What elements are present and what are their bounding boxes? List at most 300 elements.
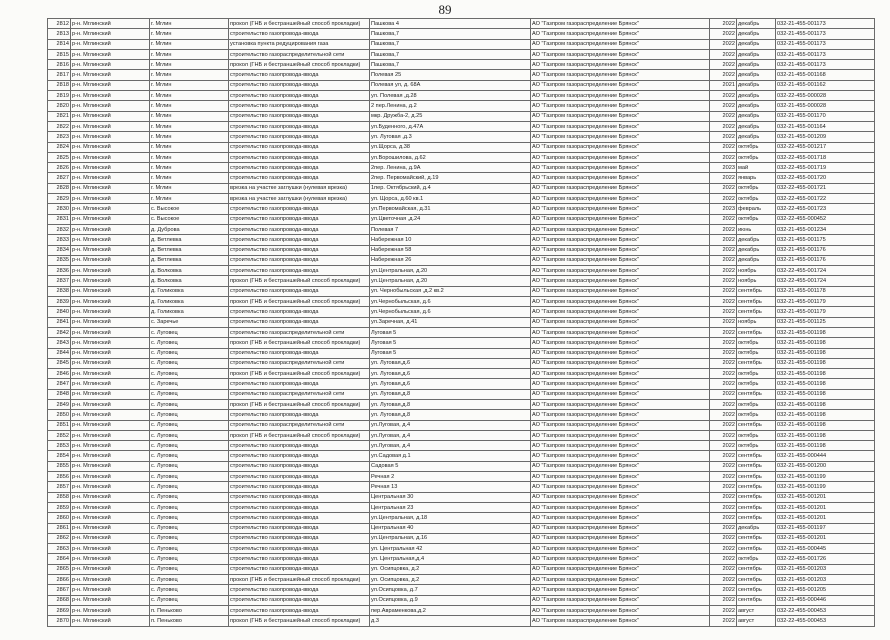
address-cell: Пашкова,7 <box>370 29 531 39</box>
district-cell: р-н. Мглинский <box>71 245 150 255</box>
address-cell: ул.Осипцовка, д.7 <box>370 585 531 595</box>
application-code-cell: 032-21-455-001179 <box>776 297 875 307</box>
row-number-cell: 2851 <box>48 420 71 430</box>
address-cell: Набережная 26 <box>370 255 531 265</box>
month-cell: декабрь <box>737 80 776 90</box>
locality-cell: г. Мглин <box>150 163 229 173</box>
month-cell: декабрь <box>737 245 776 255</box>
district-cell: р-н. Мглинский <box>71 564 150 574</box>
address-cell: Пашкова,7 <box>370 60 531 70</box>
application-code-cell: 032-21-455-001203 <box>776 575 875 585</box>
district-cell: р-н. Мглинский <box>71 410 150 420</box>
year-cell: 2022 <box>710 266 737 276</box>
year-cell: 2022 <box>710 492 737 502</box>
organization-cell: АО "Газпром газораспределение Брянск" <box>531 142 710 152</box>
application-code-cell: 032-22-455-001726 <box>776 554 875 564</box>
year-cell: 2022 <box>710 575 737 585</box>
address-cell: ул.Первомайская, д.31 <box>370 204 531 214</box>
year-cell: 2022 <box>710 70 737 80</box>
address-cell: ул.Центральная, д.20 <box>370 266 531 276</box>
work-type-cell: строительство газопровода-ввода <box>229 533 370 543</box>
table-row <box>48 297 875 307</box>
row-number-cell: 2829 <box>48 194 71 204</box>
address-cell: 1пер. Октябрьский, д.4 <box>370 183 531 193</box>
month-cell: октябрь <box>737 183 776 193</box>
month-cell: декабрь <box>737 255 776 265</box>
row-number-cell: 2825 <box>48 152 71 162</box>
district-cell: р-н. Мглинский <box>71 544 150 554</box>
month-cell: сентябрь <box>737 482 776 492</box>
year-cell: 2022 <box>710 245 737 255</box>
locality-cell: г. Мглин <box>150 91 229 101</box>
locality-cell: г. Мглин <box>150 29 229 39</box>
year-cell: 2022 <box>710 389 737 399</box>
row-number-cell: 2842 <box>48 327 71 337</box>
month-cell: ноябрь <box>737 266 776 276</box>
address-cell: ул. Луговая ,д.3 <box>370 132 531 142</box>
address-cell: ул.Цветочная ,д.24 <box>370 214 531 224</box>
application-code-cell: 032-21-455-001198 <box>776 389 875 399</box>
work-type-cell: строительство газораспределительной сети <box>229 389 370 399</box>
month-cell: декабрь <box>737 132 776 142</box>
organization-cell: АО "Газпром газораспределение Брянск" <box>531 276 710 286</box>
locality-cell: г. Мглин <box>150 142 229 152</box>
year-cell: 2022 <box>710 307 737 317</box>
organization-cell: АО "Газпром газораспределение Брянск" <box>531 245 710 255</box>
work-type-cell: строительство газопровода-ввода <box>229 91 370 101</box>
locality-cell: д. Голиковка <box>150 307 229 317</box>
application-code-cell: 032-22-455-001217 <box>776 142 875 152</box>
organization-cell: АО "Газпром газораспределение Брянск" <box>531 502 710 512</box>
work-type-cell: строительство газопровода-ввода <box>229 29 370 39</box>
application-code-cell: 032-22-455-000453 <box>776 616 875 627</box>
page-number: 89 <box>438 2 452 17</box>
row-number-cell: 2853 <box>48 441 71 451</box>
month-cell: сентябрь <box>737 533 776 543</box>
row-number-cell: 2849 <box>48 399 71 409</box>
row-number-cell: 2821 <box>48 111 71 121</box>
month-cell: октябрь <box>737 379 776 389</box>
work-type-cell: строительство газопровода-ввода <box>229 214 370 224</box>
locality-cell: с. Луговец <box>150 533 229 543</box>
year-cell: 2022 <box>710 29 737 39</box>
organization-cell: АО "Газпром газораспределение Брянск" <box>531 379 710 389</box>
locality-cell: д. Волковка <box>150 276 229 286</box>
organization-cell: АО "Газпром газораспределение Брянск" <box>531 297 710 307</box>
work-type-cell: строительство газопровода-ввода <box>229 163 370 173</box>
year-cell: 2022 <box>710 420 737 430</box>
month-cell: декабрь <box>737 523 776 533</box>
month-cell: октябрь <box>737 554 776 564</box>
month-cell: август <box>737 605 776 615</box>
organization-cell: АО "Газпром газораспределение Брянск" <box>531 472 710 482</box>
table-row <box>48 399 875 409</box>
application-code-cell: 032-21-455-001173 <box>776 39 875 49</box>
district-cell: р-н. Мглинский <box>71 39 150 49</box>
work-type-cell: прокол (ГНБ и бестраншейный способ прокладки) <box>229 19 370 29</box>
table-row <box>48 451 875 461</box>
locality-cell: г. Мглин <box>150 70 229 80</box>
organization-cell: АО "Газпром газораспределение Брянск" <box>531 420 710 430</box>
application-code-cell: 032-22-455-001720 <box>776 173 875 183</box>
table-row <box>48 183 875 193</box>
organization-cell: АО "Газпром газораспределение Брянск" <box>531 399 710 409</box>
organization-cell: АО "Газпром газораспределение Брянск" <box>531 235 710 245</box>
address-cell: Пашкова 4 <box>370 19 531 29</box>
organization-cell: АО "Газпром газораспределение Брянск" <box>531 461 710 471</box>
application-code-cell: 032-21-455-001176 <box>776 255 875 265</box>
application-code-cell: 032-21-455-001173 <box>776 49 875 59</box>
row-number-cell: 2846 <box>48 369 71 379</box>
year-cell: 2022 <box>710 183 737 193</box>
row-number-cell: 2823 <box>48 132 71 142</box>
application-code-cell: 032-21-455-001179 <box>776 307 875 317</box>
table-row <box>48 142 875 152</box>
table-row <box>48 132 875 142</box>
month-cell: ноябрь <box>737 317 776 327</box>
work-type-cell: строительство газопровода-ввода <box>229 132 370 142</box>
year-cell: 2022 <box>710 533 737 543</box>
year-cell: 2022 <box>710 595 737 605</box>
locality-cell: г. Мглин <box>150 39 229 49</box>
year-cell: 2022 <box>710 286 737 296</box>
table-row <box>48 338 875 348</box>
month-cell: декабрь <box>737 91 776 101</box>
organization-cell: АО "Газпром газораспределение Брянск" <box>531 173 710 183</box>
month-cell: ноябрь <box>737 276 776 286</box>
month-cell: декабрь <box>737 19 776 29</box>
organization-cell: АО "Газпром газораспределение Брянск" <box>531 595 710 605</box>
work-type-cell: строительство газопровода-ввода <box>229 111 370 121</box>
year-cell: 2022 <box>710 564 737 574</box>
locality-cell: г. Мглин <box>150 173 229 183</box>
year-cell: 2022 <box>710 348 737 358</box>
row-number-cell: 2843 <box>48 338 71 348</box>
table-row <box>48 276 875 286</box>
month-cell: сентябрь <box>737 327 776 337</box>
month-cell: октябрь <box>737 152 776 162</box>
address-cell: Центральная 30 <box>370 492 531 502</box>
row-number-cell: 2814 <box>48 39 71 49</box>
address-cell: ул.Центральная, д.18 <box>370 513 531 523</box>
locality-cell: д. Голиковка <box>150 297 229 307</box>
address-cell: Центральная 23 <box>370 502 531 512</box>
application-code-cell: 032-22-455-001723 <box>776 204 875 214</box>
work-type-cell: строительство газопровода-ввода <box>229 152 370 162</box>
address-cell: Пашкова,7 <box>370 49 531 59</box>
year-cell: 2022 <box>710 441 737 451</box>
application-code-cell: 032-21-455-000028 <box>776 101 875 111</box>
address-cell: ул.Луговая, д.4 <box>370 420 531 430</box>
locality-cell: д. Ветлевка <box>150 235 229 245</box>
application-code-cell: 032-22-455-001718 <box>776 152 875 162</box>
year-cell: 2022 <box>710 523 737 533</box>
year-cell: 2022 <box>710 173 737 183</box>
address-cell: Садовая 5 <box>370 461 531 471</box>
row-number-cell: 2818 <box>48 80 71 90</box>
table-row <box>48 214 875 224</box>
application-code-cell: 032-21-455-001200 <box>776 461 875 471</box>
table-row <box>48 513 875 523</box>
work-type-cell: строительство газопровода-ввода <box>229 307 370 317</box>
row-number-cell: 2831 <box>48 214 71 224</box>
district-cell: р-н. Мглинский <box>71 214 150 224</box>
table-row <box>48 173 875 183</box>
row-number-cell: 2836 <box>48 266 71 276</box>
row-number-cell: 2862 <box>48 533 71 543</box>
work-type-cell: строительство газораспределительной сети <box>229 358 370 368</box>
work-type-cell: прокол (ГНБ и бестраншейный способ прокладки) <box>229 276 370 286</box>
locality-cell: д. Голиковка <box>150 286 229 296</box>
application-code-cell: 032-21-455-001198 <box>776 441 875 451</box>
year-cell: 2022 <box>710 19 737 29</box>
district-cell: р-н. Мглинский <box>71 492 150 502</box>
table-row <box>48 121 875 131</box>
address-cell: 2пер. Первомайский, д.19 <box>370 173 531 183</box>
district-cell: р-н. Мглинский <box>71 379 150 389</box>
month-cell: сентябрь <box>737 286 776 296</box>
work-type-cell: врезка на участке заглушки (нулевая врезка) <box>229 183 370 193</box>
district-cell: р-н. Мглинский <box>71 420 150 430</box>
locality-cell: с. Луговец <box>150 410 229 420</box>
locality-cell: с. Луговец <box>150 554 229 564</box>
month-cell: сентябрь <box>737 513 776 523</box>
month-cell: сентябрь <box>737 307 776 317</box>
district-cell: р-н. Мглинский <box>71 307 150 317</box>
locality-cell: с. Луговец <box>150 451 229 461</box>
organization-cell: АО "Газпром газораспределение Брянск" <box>531 152 710 162</box>
district-cell: р-н. Мглинский <box>71 91 150 101</box>
organization-cell: АО "Газпром газораспределение Брянск" <box>531 132 710 142</box>
district-cell: р-н. Мглинский <box>71 80 150 90</box>
row-number-cell: 2867 <box>48 585 71 595</box>
application-code-cell: 032-21-455-000446 <box>776 595 875 605</box>
month-cell: октябрь <box>737 441 776 451</box>
organization-cell: АО "Газпром газораспределение Брянск" <box>531 204 710 214</box>
year-cell: 2023 <box>710 204 737 214</box>
organization-cell: АО "Газпром газораспределение Брянск" <box>531 564 710 574</box>
table-row <box>48 70 875 80</box>
row-number-cell: 2838 <box>48 286 71 296</box>
table-row <box>48 266 875 276</box>
month-cell: декабрь <box>737 60 776 70</box>
year-cell: 2022 <box>710 317 737 327</box>
table-row <box>48 101 875 111</box>
month-cell: октябрь <box>737 142 776 152</box>
year-cell: 2022 <box>710 132 737 142</box>
address-cell: ул.Центральная, д.20 <box>370 276 531 286</box>
application-code-cell: 032-21-455-001162 <box>776 80 875 90</box>
address-cell: ул. Полевая ,д.28 <box>370 91 531 101</box>
application-code-cell: 032-21-455-001198 <box>776 327 875 337</box>
year-cell: 2022 <box>710 297 737 307</box>
planned-works-table <box>47 18 875 627</box>
organization-cell: АО "Газпром газораспределение Брянск" <box>531 60 710 70</box>
work-type-cell: строительство газопровода-ввода <box>229 121 370 131</box>
locality-cell: с. Луговец <box>150 482 229 492</box>
work-type-cell: строительство газопровода-ввода <box>229 482 370 492</box>
organization-cell: АО "Газпром газораспределение Брянск" <box>531 163 710 173</box>
application-code-cell: 032-22-455-001724 <box>776 266 875 276</box>
application-code-cell: 032-21-455-001209 <box>776 132 875 142</box>
work-type-cell: строительство газопровода-ввода <box>229 605 370 615</box>
year-cell: 2022 <box>710 554 737 564</box>
application-code-cell: 032-21-455-001199 <box>776 472 875 482</box>
address-cell: 2 пер.Ленина, д.2 <box>370 101 531 111</box>
work-type-cell: строительство газопровода-ввода <box>229 410 370 420</box>
table-row <box>48 369 875 379</box>
year-cell: 2022 <box>710 49 737 59</box>
work-type-cell: строительство газопровода-ввода <box>229 235 370 245</box>
address-cell: ул.Ворошилова, д.62 <box>370 152 531 162</box>
work-type-cell: строительство газопровода-ввода <box>229 245 370 255</box>
row-number-cell: 2813 <box>48 29 71 39</box>
locality-cell: п. Пеньково <box>150 605 229 615</box>
table-row <box>48 544 875 554</box>
work-type-cell: строительство газопровода-ввода <box>229 173 370 183</box>
application-code-cell: 032-22-455-001719 <box>776 163 875 173</box>
row-number-cell: 2869 <box>48 605 71 615</box>
address-cell: Полевая ул, д. 68А <box>370 80 531 90</box>
year-cell: 2022 <box>710 358 737 368</box>
table-row <box>48 482 875 492</box>
address-cell: ул.Буденного, д.47А <box>370 121 531 131</box>
year-cell: 2022 <box>710 410 737 420</box>
table-row <box>48 91 875 101</box>
work-type-cell: установка пункта редуцирования газа <box>229 39 370 49</box>
month-cell: сентябрь <box>737 544 776 554</box>
address-cell: ул. Луговая,д.8 <box>370 410 531 420</box>
district-cell: р-н. Мглинский <box>71 369 150 379</box>
month-cell: октябрь <box>737 410 776 420</box>
application-code-cell: 032-21-455-001201 <box>776 513 875 523</box>
locality-cell: г. Мглин <box>150 19 229 29</box>
district-cell: р-н. Мглинский <box>71 235 150 245</box>
table-row <box>48 307 875 317</box>
address-cell: 2пер. Ленина, д.9А <box>370 163 531 173</box>
year-cell: 2022 <box>710 101 737 111</box>
work-type-cell: строительство газопровода-ввода <box>229 204 370 214</box>
row-number-cell: 2835 <box>48 255 71 265</box>
year-cell: 2022 <box>710 194 737 204</box>
year-cell: 2022 <box>710 502 737 512</box>
application-code-cell: 032-21-455-001199 <box>776 482 875 492</box>
district-cell: р-н. Мглинский <box>71 121 150 131</box>
organization-cell: АО "Газпром газораспределение Брянск" <box>531 513 710 523</box>
work-type-cell: строительство газопровода-ввода <box>229 451 370 461</box>
month-cell: май <box>737 163 776 173</box>
row-number-cell: 2834 <box>48 245 71 255</box>
organization-cell: АО "Газпром газораспределение Брянск" <box>531 523 710 533</box>
year-cell: 2022 <box>710 513 737 523</box>
month-cell: декабрь <box>737 235 776 245</box>
address-cell: ул. Щорса, д.60 кв.1 <box>370 194 531 204</box>
row-number-cell: 2868 <box>48 595 71 605</box>
organization-cell: АО "Газпром газораспределение Брянск" <box>531 441 710 451</box>
application-code-cell: 032-21-455-001198 <box>776 348 875 358</box>
month-cell: октябрь <box>737 214 776 224</box>
row-number-cell: 2827 <box>48 173 71 183</box>
address-cell: ул. Луговая,д.8 <box>370 399 531 409</box>
month-cell: сентябрь <box>737 472 776 482</box>
organization-cell: АО "Газпром газораспределение Брянск" <box>531 327 710 337</box>
application-code-cell: 032-21-455-001198 <box>776 379 875 389</box>
work-type-cell: строительство газопровода-ввода <box>229 142 370 152</box>
application-code-cell: 032-21-455-001201 <box>776 502 875 512</box>
application-code-cell: 032-21-455-001234 <box>776 224 875 234</box>
locality-cell: д. Ветлевка <box>150 255 229 265</box>
organization-cell: АО "Газпром газораспределение Брянск" <box>531 616 710 627</box>
organization-cell: АО "Газпром газораспределение Брянск" <box>531 286 710 296</box>
table-row <box>48 194 875 204</box>
table-row <box>48 389 875 399</box>
row-number-cell: 2822 <box>48 121 71 131</box>
year-cell: 2022 <box>710 461 737 471</box>
month-cell: декабрь <box>737 121 776 131</box>
row-number-cell: 2847 <box>48 379 71 389</box>
address-cell: ул.Чернобыльская, д.6 <box>370 307 531 317</box>
locality-cell: с. Луговец <box>150 369 229 379</box>
organization-cell: АО "Газпром газораспределение Брянск" <box>531 194 710 204</box>
district-cell: р-н. Мглинский <box>71 286 150 296</box>
row-number-cell: 2828 <box>48 183 71 193</box>
year-cell: 2022 <box>710 327 737 337</box>
address-cell: ул.Центральная, д.16 <box>370 533 531 543</box>
month-cell: сентябрь <box>737 575 776 585</box>
organization-cell: АО "Газпром газораспределение Брянск" <box>531 80 710 90</box>
locality-cell: с. Луговец <box>150 513 229 523</box>
application-code-cell: 032-21-455-001205 <box>776 585 875 595</box>
organization-cell: АО "Газпром газораспределение Брянск" <box>531 101 710 111</box>
organization-cell: АО "Газпром газораспределение Брянск" <box>531 492 710 502</box>
month-cell: октябрь <box>737 348 776 358</box>
work-type-cell: строительство газопровода-ввода <box>229 492 370 502</box>
organization-cell: АО "Газпром газораспределение Брянск" <box>531 307 710 317</box>
application-code-cell: 032-21-455-001198 <box>776 430 875 440</box>
locality-cell: д. Ветлевка <box>150 245 229 255</box>
locality-cell: с. Луговец <box>150 420 229 430</box>
application-code-cell: 032-21-455-001170 <box>776 111 875 121</box>
row-number-cell: 2815 <box>48 49 71 59</box>
address-cell: ул. Луговая,д.6 <box>370 379 531 389</box>
district-cell: р-н. Мглинский <box>71 358 150 368</box>
district-cell: р-н. Мглинский <box>71 399 150 409</box>
address-cell: ул.Луговая, д.4 <box>370 430 531 440</box>
table-row <box>48 49 875 59</box>
address-cell: ул. Луговая,д.6 <box>370 358 531 368</box>
district-cell: р-н. Мглинский <box>71 472 150 482</box>
work-type-cell: строительство газораспределительной сети <box>229 49 370 59</box>
table-row <box>48 358 875 368</box>
year-cell: 2022 <box>710 605 737 615</box>
locality-cell: г. Мглин <box>150 132 229 142</box>
locality-cell: с. Луговец <box>150 523 229 533</box>
row-number-cell: 2852 <box>48 430 71 440</box>
row-number-cell: 2841 <box>48 317 71 327</box>
organization-cell: АО "Газпром газораспределение Брянск" <box>531 29 710 39</box>
district-cell: р-н. Мглинский <box>71 60 150 70</box>
address-cell: Луговая 5 <box>370 327 531 337</box>
table-row <box>48 80 875 90</box>
district-cell: р-н. Мглинский <box>71 111 150 121</box>
address-cell: ул.Заречная, д.41 <box>370 317 531 327</box>
locality-cell: п. Пеньково <box>150 616 229 627</box>
organization-cell: АО "Газпром газораспределение Брянск" <box>531 266 710 276</box>
district-cell: р-н. Мглинский <box>71 554 150 564</box>
table-row <box>48 29 875 39</box>
month-cell: декабрь <box>737 29 776 39</box>
table-row <box>48 554 875 564</box>
